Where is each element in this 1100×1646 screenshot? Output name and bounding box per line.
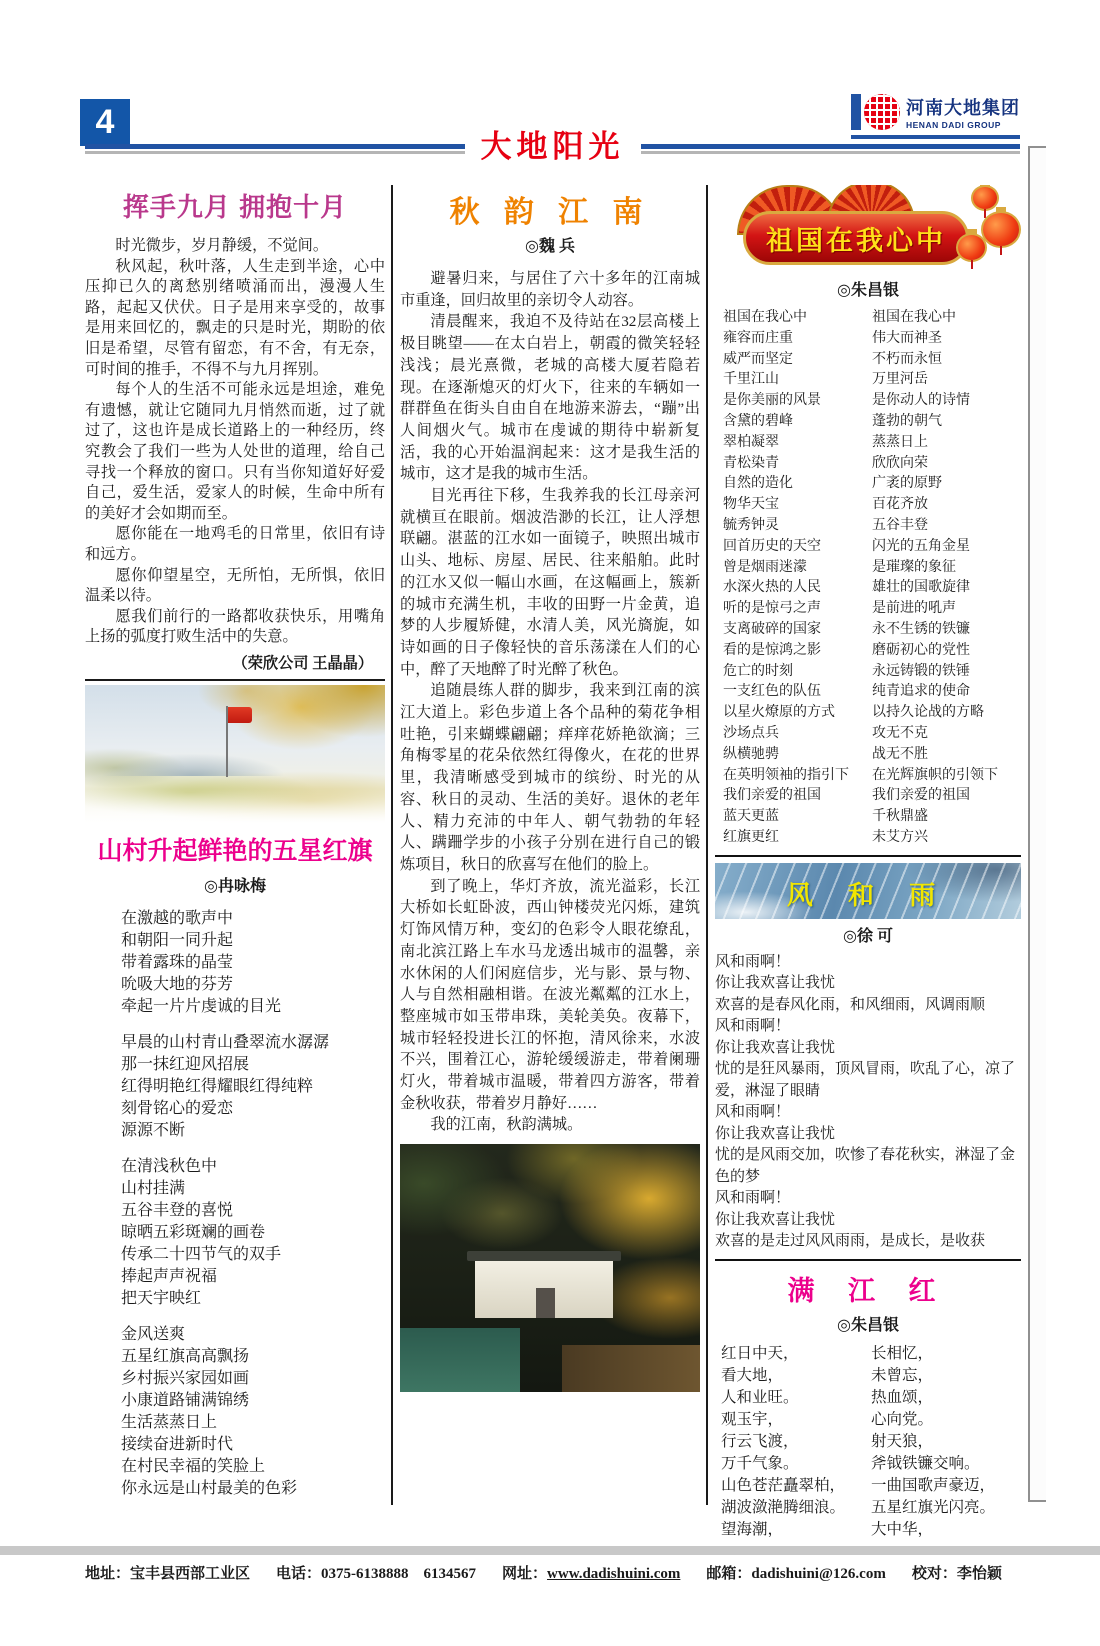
poem-line: 未艾方兴 xyxy=(872,829,928,845)
poem-line: 水深火热的人民 xyxy=(723,580,821,596)
footer-web xyxy=(502,1562,680,1583)
poem-line: 湖波潋滟腾细浪。 xyxy=(721,1498,846,1516)
poem-line: 万千气象。 xyxy=(721,1454,799,1472)
poem-line: 行云飞渡， xyxy=(721,1432,799,1450)
poem-line: 听的是惊弓之声 xyxy=(723,601,821,617)
poem-line: 射天狼， xyxy=(871,1432,934,1450)
left-column xyxy=(85,185,385,1537)
poem-line: 磨砺初心的党性 xyxy=(872,642,970,658)
essay-paragraph: 追随晨练人群的脚步，我来到江南的滨江大道上。彩色步道上各个品种的菊花争相吐艳，引来蝴蝶翩翩；痒痒花娇艳欲滴；三角梅零星的花朵依然红得像火，在花的世界里，我清晰感受到城市的缤纷、时光的从容、秋日的灵动、生活的美好。退休的老年人、精力充沛的中年人、朝气勃勃的年轻人、蹒跚学步的小孩子分别在进行自己的锻炼项目，秋日的欣喜写在他们的脸上。 xyxy=(400,682,700,873)
village-poem-author: ◎冉咏梅 xyxy=(204,877,266,895)
poem-line: 是你美丽的风景 xyxy=(723,393,821,409)
poem-line: 红日中天， xyxy=(721,1344,799,1362)
essay-paragraph: 清晨醒来，我迫不及待站在32层高楼上极目眺望——在太白岩上，朝霞的微笑轻轻浅浅；晨光熹微，老城的高楼大厦若隐若现。在逐渐熄灭的灯火下，往来的车辆如一群群鱼在街头自由自在地游来游去，“蹦”出人间烟火气。城市在虔诚的期待中崭新复活，我的心开始温润起来：这才是我生活的城市，这才是我的城市生活。 xyxy=(400,313,700,483)
essay-paragraph: 愿你能在一地鸡毛的日常里，依旧有诗和远方。 xyxy=(85,525,385,563)
poem-line: 蓬勃的朝气 xyxy=(872,413,942,429)
mjh-poem xyxy=(715,1343,1021,1537)
poem-line: 祖国在我心中 xyxy=(872,310,956,325)
footer-contact-line xyxy=(85,1562,1025,1583)
poem-line: 你让我欢喜让我忧 xyxy=(715,975,836,992)
footer-email: 邮箱：dadishuini@126.com xyxy=(706,1566,886,1582)
poem-line: 自然的造化 xyxy=(723,476,793,492)
mjh-title: 满 江 红 xyxy=(787,1275,949,1306)
poem-line: 威严而坚定 xyxy=(723,351,793,367)
poem-line: 热血颂， xyxy=(871,1388,934,1406)
poem-line: 我们亲爱的祖国 xyxy=(872,788,970,804)
poem-line: 和朝阳一同升起 xyxy=(121,931,234,949)
company-logo xyxy=(851,94,1020,139)
poem-line: 看的是惊鸿之影 xyxy=(723,642,821,658)
poem-line: 未曾忘， xyxy=(871,1366,934,1384)
poem-line: 毓秀钟灵 xyxy=(723,517,779,533)
essay-paragraphs xyxy=(85,236,385,648)
poem-line: 青松染青 xyxy=(723,455,779,471)
essay-title: 挥手九月 拥抱十月 xyxy=(122,192,348,222)
poem-line: 纵横驰骋 xyxy=(723,746,779,762)
poem-line: 一曲国歌声豪迈， xyxy=(871,1476,996,1494)
poem-line: 战无不胜 xyxy=(872,746,928,762)
essay-paragraph: 目光再往下移，生我养我的长江母亲河就横亘在眼前。烟波浩渺的长江，让人浮想联翩。湛蓝的江水如一面镜子，映照出城市山头、地标、房屋、居民、往来船舶。此时的江水又似一幅山水画，在这幅画上，簇新的城市充满生机，丰收的田野一片金黄，追梦的人步履矫健，水清人美，风光旖旎，如诗如画的日子像轻快的音乐荡漾在人们的心中，醉了天地醉了时光醉了秋色。 xyxy=(400,487,700,678)
path-shape xyxy=(562,1345,700,1392)
mountain-shape xyxy=(103,754,283,776)
poem-line: 大中华， xyxy=(871,1520,934,1537)
poem-line: 风和雨啊！ xyxy=(715,953,791,970)
poem-line: 观玉宇， xyxy=(721,1410,784,1428)
poem-line: 纯青追求的使命 xyxy=(872,684,970,700)
poem-line: 百花齐放 xyxy=(872,497,928,513)
poem-line: 五谷丰登 xyxy=(872,517,928,533)
essay-paragraph: 愿你仰望星空，无所怕，无所惧，依旧温柔以待。 xyxy=(85,566,385,605)
poem-line: 源源不断 xyxy=(121,1121,186,1139)
poem-line: 蒸蒸日上 xyxy=(872,434,928,450)
poem-line: 不朽而永恒 xyxy=(872,351,942,367)
poem-line: 沙场点兵 xyxy=(723,725,779,741)
poem-line: 雍容而庄重 xyxy=(723,330,793,346)
poem-line: 雄壮的国歌旋律 xyxy=(872,580,970,596)
logo-flag-bar xyxy=(851,94,861,130)
poem-line: 一支红色的队伍 xyxy=(723,684,821,700)
poem-line: 人和业旺。 xyxy=(721,1388,799,1406)
poem-line: 蓝天更蓝 xyxy=(723,809,779,825)
poem-line: 风和雨啊！ xyxy=(715,1104,791,1121)
anthem-right-column xyxy=(872,308,1021,849)
poem-line: 回首历史的天空 xyxy=(723,538,821,554)
poem-line: 五星红旗高高飘扬 xyxy=(121,1347,250,1365)
masthead-title: 大地阳光 xyxy=(480,129,625,164)
poem-line: 以星火燎原的方式 xyxy=(723,705,835,721)
poem-line: 你永远是山村最美的色彩 xyxy=(121,1479,298,1497)
poem-line: 祖国在我心中 xyxy=(723,310,807,325)
globe-icon xyxy=(864,94,900,130)
poem-line: 带着露珠的晶莹 xyxy=(121,953,234,971)
poem-stanza xyxy=(85,1156,385,1310)
poem-line: 万里河岳 xyxy=(872,372,928,388)
section-divider xyxy=(715,1259,1021,1261)
footer-proofreader: 校对：李怡颖 xyxy=(911,1566,1002,1582)
poem-line: 刻骨铭心的爱恋 xyxy=(121,1099,234,1117)
essay-paragraph: 愿我们前行的一路都收获快乐，用嘴角上扬的弧度打败生活中的失意。 xyxy=(85,607,385,646)
lantern-icon xyxy=(981,211,1021,248)
column-divider xyxy=(706,185,708,1505)
red-flag-icon xyxy=(228,707,252,723)
poem-line: 红旗更红 xyxy=(723,829,779,845)
footer-web-link: www.dadishuini.com xyxy=(547,1566,681,1582)
anthem-poem xyxy=(715,308,1021,849)
poem-line: 翠柏凝翠 xyxy=(723,434,779,450)
poem-stanza xyxy=(85,1032,385,1142)
poem-line: 闪光的五角金星 xyxy=(872,538,970,554)
poem-line: 乡村振兴家园如画 xyxy=(121,1369,250,1387)
poem-line: 是前进的吼声 xyxy=(872,601,956,617)
wind-rain-banner xyxy=(715,863,1021,919)
poem-line: 你让我欢喜让我忧 xyxy=(715,1039,836,1056)
poem-line: 望海潮， xyxy=(721,1520,784,1537)
anthem-title-pill xyxy=(743,211,969,265)
poem-line: 把天宇映红 xyxy=(121,1289,202,1307)
anthem-banner xyxy=(715,185,1021,269)
page-number: 4 xyxy=(80,99,130,146)
poem-line: 广袤的原野 xyxy=(872,476,942,492)
poem-line: 危亡的时刻 xyxy=(723,663,793,679)
poem-line: 支离破碎的国家 xyxy=(723,621,821,637)
anthem-left-column xyxy=(723,308,872,849)
poem-line: 在光辉旗帜的引领下 xyxy=(872,767,998,783)
poem-line: 五谷丰登的喜悦 xyxy=(121,1201,234,1219)
anthem-title: 祖国在我心中 xyxy=(766,225,946,256)
poem-line: 传承二十四节气的双手 xyxy=(121,1245,282,1263)
mjh-left-column xyxy=(721,1343,871,1537)
poem-line: 在激越的歌声中 xyxy=(121,909,234,927)
poem-line: 山色苍茫矗翠柏， xyxy=(721,1476,846,1494)
autumn-essay-title: 秋 韵 江 南 xyxy=(449,196,651,229)
poem-line: 斧钺铁镰交响。 xyxy=(871,1454,980,1472)
poem-line: 那一抹红迎风招展 xyxy=(121,1055,250,1073)
poem-line: 金风送爽 xyxy=(121,1325,186,1343)
essay-paragraph: 到了晚上，华灯齐放，流光溢彩，长江大桥如长虹卧波，西山钟楼荧光闪烁，建筑灯饰风情万种，变幻的色彩令人眼花缭乱，南北滨江路上车水马龙透出城市的温馨，亲水休闲的人们闲庭信步，光与影、景与物、人与自然相融相谐。在波光粼粼的江水上，整座城市如玉带串珠，美轮美奂。夜幕下，城市轻轻投进长江的怀抱，清风徐来，水波不兴，围着江心，游轮缓缓游走，带着阑珊灯火，带着城市温暖，带着四方游客，带着金秋收获，带着岁月静好…… xyxy=(400,877,700,1112)
poem-line: 永不生锈的铁镰 xyxy=(872,621,970,637)
middle-column xyxy=(400,185,700,1537)
poem-line: 在清浅秋色中 xyxy=(121,1157,218,1175)
poem-line: 千里江山 xyxy=(723,372,779,388)
village-poem-title: 山村升起鲜艳的五星红旗 xyxy=(97,836,373,865)
poem-line: 接续奋进新时代 xyxy=(121,1435,234,1453)
section-divider xyxy=(85,679,385,681)
essay-byline: （荣欣公司 王晶晶） xyxy=(232,654,373,672)
section-divider xyxy=(715,855,1021,857)
poem-line: 捧起声声祝福 xyxy=(121,1267,218,1285)
footer-phone: 电话：0375-6138888 6134567 xyxy=(276,1566,477,1582)
poem-line: 牵起一片片虔诚的目光 xyxy=(121,997,282,1015)
essay-paragraph: 我的江南，秋韵满城。 xyxy=(430,1116,583,1134)
poem-line: 忧的是狂风暴雨，顶风冒雨，吹乱了心，凉了爱，淋湿了眼睛 xyxy=(715,1061,1016,1099)
wind-rain-lines xyxy=(715,952,1021,1253)
poem-line: 心向党。 xyxy=(871,1410,934,1428)
poem-line: 山村挂满 xyxy=(121,1179,186,1197)
header-rule-right xyxy=(641,144,1021,154)
wind-rain-title: 风 和 雨 xyxy=(786,879,950,910)
logo-name-en: HENAN DADI GROUP xyxy=(906,120,1001,130)
header-rule-left xyxy=(85,144,465,154)
pond-shape xyxy=(400,1328,520,1392)
footer-web-label: 网址： xyxy=(502,1566,548,1582)
poem-line: 攻无不克 xyxy=(872,725,928,741)
page-edge-strip xyxy=(1028,146,1046,1502)
poem-line: 物华天宝 xyxy=(723,497,779,513)
poem-line: 欢喜的是走过风风雨雨，是成长，是收获 xyxy=(715,1233,986,1250)
poem-line: 在村民幸福的笑脸上 xyxy=(121,1457,266,1475)
column-divider xyxy=(391,185,393,1505)
poem-line: 是你动人的诗情 xyxy=(872,393,970,409)
poem-line: 以持久论战的方略 xyxy=(872,705,984,721)
poem-line: 红得明艳红得耀眼红得纯粹 xyxy=(121,1077,314,1095)
footer-bar xyxy=(0,1546,1100,1555)
poem-line: 我们亲爱的祖国 xyxy=(723,788,821,804)
poem-line: 看大地， xyxy=(721,1366,784,1384)
poem-line: 欣欣向荣 xyxy=(872,455,928,471)
poem-line: 欢喜的是春风化雨，和风细雨，风调雨顺 xyxy=(715,996,986,1013)
poem-line: 风和雨啊！ xyxy=(715,1018,791,1035)
poem-line: 忧的是风雨交加，吹惨了春花秋实，淋湿了金色的梦 xyxy=(715,1147,1016,1185)
poem-line: 千秋鼎盛 xyxy=(872,809,928,825)
mjh-author: ◎朱昌银 xyxy=(837,1316,899,1334)
footer-address: 地址：宝丰县西部工业区 xyxy=(85,1566,251,1582)
poem-line: 伟大而神圣 xyxy=(872,330,942,346)
poem-line: 是璀璨的象征 xyxy=(872,559,956,575)
lantern-icon xyxy=(956,233,987,262)
poem-line: 在英明领袖的指引下 xyxy=(723,767,849,783)
poem-line: 你让我欢喜让我忧 xyxy=(715,1125,836,1142)
autumn-essay-paragraphs xyxy=(400,268,700,1136)
autumn-garden-photo xyxy=(400,1144,700,1392)
poem-line: 早晨的山村青山叠翠流水潺潺 xyxy=(121,1033,330,1051)
poem-line: 含黛的碧峰 xyxy=(723,413,793,429)
autumn-essay-author: ◎魏 兵 xyxy=(525,238,575,255)
poem-line: 五星红旗光闪亮。 xyxy=(871,1498,996,1516)
white-wall-shape xyxy=(475,1261,613,1318)
lantern-icon xyxy=(971,185,999,211)
essay-paragraph: 避暑归来，与居住了六十多年的江南城市重逢，回归故里的亲切令人动容。 xyxy=(400,270,700,309)
poem-line: 你让我欢喜让我忧 xyxy=(715,1211,836,1228)
right-column xyxy=(715,185,1021,1537)
poem-line: 长相忆， xyxy=(871,1344,934,1362)
poem-line: 生活蒸蒸日上 xyxy=(121,1413,218,1431)
anthem-author: ◎朱昌银 xyxy=(837,282,899,299)
poem-line: 曾是烟雨迷濛 xyxy=(723,559,807,575)
village-flag-photo xyxy=(85,685,385,823)
essay-paragraph: 时光微步，岁月静缓，不觉间。 xyxy=(115,237,329,254)
poem-stanza xyxy=(85,1324,385,1500)
wind-rain-author: ◎徐 可 xyxy=(843,927,893,945)
logo-name-cn: 河南大地集团 xyxy=(906,98,1020,118)
poem-line: 吮吸大地的芬芳 xyxy=(121,975,234,993)
poem-stanza xyxy=(85,908,385,1018)
mjh-right-column xyxy=(871,1343,1021,1537)
poem-line: 风和雨啊！ xyxy=(715,1190,791,1207)
poem-line: 晾晒五彩斑斓的画卷 xyxy=(121,1223,266,1241)
poem-line: 永远铸锻的铁锤 xyxy=(872,663,970,679)
poem-line: 小康道路铺满锦绣 xyxy=(121,1391,250,1409)
essay-paragraph: 每个人的生活不可能永远是坦途，难免有遗憾，就让它随同九月悄然而逝，过了就过了，这也许是成长道路上的一种经历，终究教会了我们一些为人处世的道理，给自己寻找一个释放的窗口。只有当你知道好好爱自己，爱生活，爱家人的时候，生命中所有的美好才会如期而至。 xyxy=(85,381,385,522)
essay-paragraph: 秋风起，秋叶落，人生走到半途，心中压抑已久的离愁别绪喷涌而出，漫漫人生路，起起又伏伏。日子是用来享受的，故事是用来回忆的，飘走的只是时光，期盼的依旧是希望，尽管有留恋，有不舍，有无奈，可时间的推手，不得不与九月挥别。 xyxy=(85,257,385,378)
